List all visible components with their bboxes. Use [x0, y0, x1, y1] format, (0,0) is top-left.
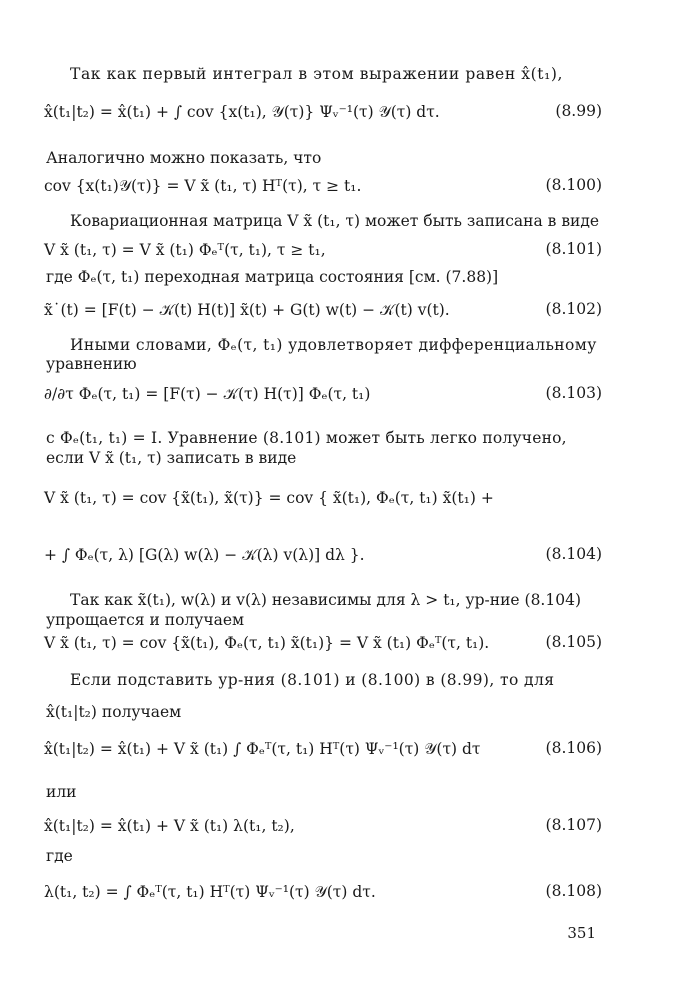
text-line: Иными словами, Φₑ(τ, t₁) удовлетворяет дифференциальному	[70, 336, 597, 354]
equation-number: (8.101)	[545, 240, 602, 258]
text-line: Аналогично можно показать, что	[46, 149, 322, 167]
text-line: если V x̃ (t₁, τ) записать в виде	[46, 449, 297, 467]
equation-number: (8.99)	[555, 102, 602, 120]
text-line: Так как x̃(t₁), w(λ) и v(λ) независимы для λ > t₁, ур-ние (8.104)	[70, 591, 581, 609]
equation-8-105: V x̃ (t₁, τ) = cov {x̃(t₁), Φₑ(τ, t₁) x̃(t₁)} = V x̃ (t₁) Φₑᵀ(τ, t₁).	[44, 634, 490, 652]
equation-8-106: x̂(t₁|t₂) = x̂(t₁) + V x̃ (t₁) ∫ Φₑᵀ(τ, t₁) Hᵀ(τ) Ψᵥ⁻¹(τ) 𝒴(τ) dτ	[44, 740, 481, 758]
text-line: упрощается и получаем	[46, 611, 245, 629]
equation-number: (8.102)	[545, 300, 602, 318]
equation-number: (8.106)	[545, 739, 602, 757]
text-line: Ковариационная матрица V x̃ (t₁, τ) может быть записана в виде	[70, 212, 600, 230]
equation-8-108: λ(t₁, t₂) = ∫ Φₑᵀ(τ, t₁) Hᵀ(τ) Ψᵥ⁻¹(τ) 𝒴(τ) dτ.	[44, 883, 376, 901]
equation-8-104-line2: + ∫ Φₑ(τ, λ) [G(λ) w(λ) − 𝒦(λ) v(λ)] dλ }.	[44, 546, 365, 564]
equation-8-99: x̂(t₁|t₂) = x̂(t₁) + ∫ cov {x(t₁), 𝒴(τ)} Ψᵥ⁻¹(τ) 𝒴(τ) dτ.	[44, 103, 440, 121]
equation-8-103: ∂/∂τ Φₑ(τ, t₁) = [F(τ) − 𝒦(τ) H(τ)] Φₑ(τ, t₁)	[44, 385, 371, 403]
equation-number: (8.108)	[545, 882, 602, 900]
text-line: или	[46, 783, 77, 801]
text-line: Так как первый интеграл в этом выражении равен x̂(t₁),	[70, 65, 564, 83]
equation-number: (8.100)	[545, 176, 602, 194]
equation-number: (8.107)	[545, 816, 602, 834]
text-line: уравнению	[46, 355, 137, 373]
equation-number: (8.104)	[545, 545, 602, 563]
equation-8-101: V x̃ (t₁, τ) = V x̃ (t₁) Φₑᵀ(τ, t₁), τ ≥ t₁,	[44, 241, 326, 259]
equation-8-107: x̂(t₁|t₂) = x̂(t₁) + V x̃ (t₁) λ(t₁, t₂),	[44, 817, 295, 835]
equation-8-102: x̃˙(t) = [F(t) − 𝒦(t) H(t)] x̃(t) + G(t) w(t) − 𝒦(t) v(t).	[44, 301, 450, 319]
text-line: Если подставить ур-ния (8.101) и (8.100) в (8.99), то для	[70, 671, 555, 689]
text-line: с Φₑ(t₁, t₁) = I. Уравнение (8.101) может быть легко получено,	[46, 429, 567, 447]
equation-number: (8.103)	[545, 384, 602, 402]
text-line: x̂(t₁|t₂) получаем	[46, 703, 182, 721]
text-line: где	[46, 847, 73, 865]
equation-8-104-line1: V x̃ (t₁, τ) = cov {x̃(t₁), x̃(τ)} = cov { x̃(t₁), Φₑ(τ, t₁) x̃(t₁) +	[44, 489, 494, 507]
equation-number: (8.105)	[545, 633, 602, 651]
page-number: 351	[567, 924, 596, 942]
text-line: где Φₑ(τ, t₁) переходная матрица состояния [см. (7.88)]	[46, 268, 499, 286]
equation-8-100: cov {x(t₁)𝒴(τ)} = V x̃ (t₁, τ) Hᵀ(τ), τ ≥ t₁.	[44, 177, 362, 195]
